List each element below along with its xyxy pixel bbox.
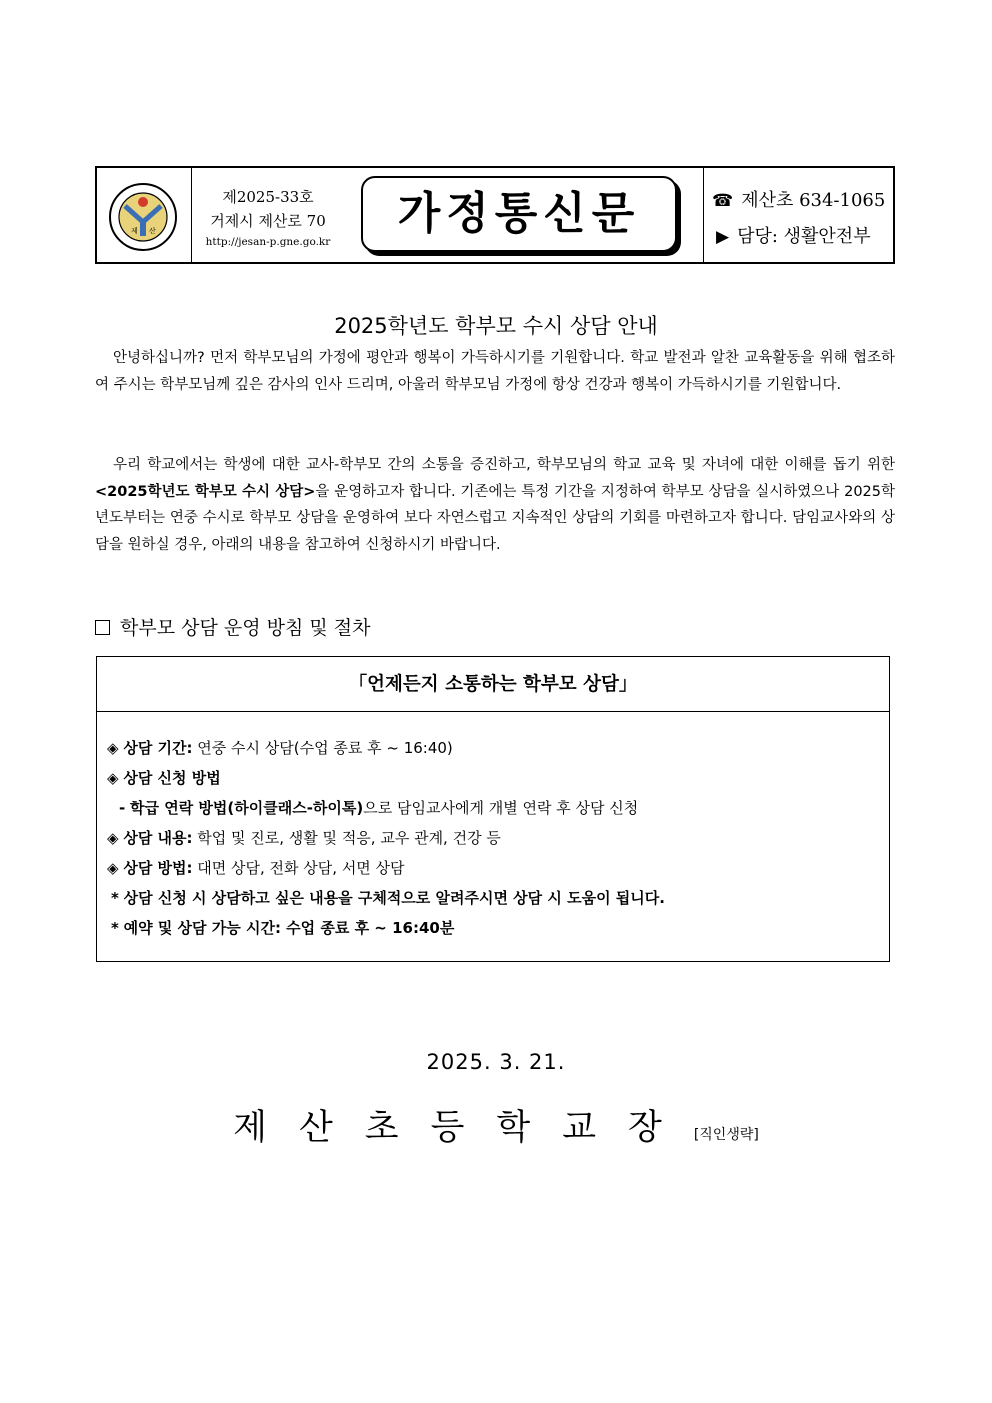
list-item bbox=[111, 887, 665, 908]
asterisk-bullet: * bbox=[111, 919, 119, 937]
item-text: 대면 상담, 전화 상담, 서면 상담 bbox=[192, 859, 405, 877]
body-text-after: 을 운영하고자 합니다. 기존에는 특정 기간을 지정하여 학부모 상담을 실시하였으나 2025학년도부터는 연중 수시로 학부모 상담을 운영하여 보다 자연스럽고 지속적인 상담의 기회를 마련하고자 합니다. 담임교사와의 상담을 원하실 경우, 아래의 내용을 참고하여 신청하시기 바랍니다. bbox=[95, 483, 896, 553]
department: 담당: 생활안전부 bbox=[737, 226, 871, 247]
intro-paragraph: 안녕하십니까? 먼저 학부모님의 가정에 평안과 행복이 가득하시기를 기원합니다. 학교 발전과 알찬 교육활동을 위해 협조하여 주시는 학부모님께 깊은 감사의 인사 드리며, 아울러 학부모님 가정에 항상 건강과 행복이 가득하시기를 기원합니다. bbox=[95, 350, 895, 393]
dept-row bbox=[716, 222, 871, 248]
list-item bbox=[111, 917, 454, 938]
list-item bbox=[107, 737, 453, 758]
diamond-bullet-icon: ◈ bbox=[107, 859, 119, 877]
issue-info bbox=[193, 168, 353, 262]
diamond-bullet-icon: ◈ bbox=[107, 829, 119, 847]
svg-text:제: 제 bbox=[131, 227, 138, 235]
item-label: 학급 연락 방법(하이클래스-하이톡) bbox=[130, 799, 364, 817]
asterisk-bullet: * bbox=[111, 889, 119, 907]
seal-note: [직인생략] bbox=[693, 1127, 759, 1143]
list-item bbox=[107, 857, 405, 878]
item-label: 상담 내용: bbox=[123, 829, 193, 847]
body-text-before: 우리 학교에서는 학생에 대한 교사-학부모 간의 소통을 증진하고, 학부모님의 학교 교육 및 자녀에 대한 이해를 돕기 위한 bbox=[113, 457, 895, 473]
document-title: 2025학년도 학부모 수시 상담 안내 bbox=[334, 314, 658, 338]
body-paragraph bbox=[95, 452, 895, 558]
item-label: 예약 및 상담 가능 시간: 수업 종료 후 ~ 16:40분 bbox=[123, 919, 455, 937]
list-item bbox=[107, 767, 221, 788]
triangle-right-icon: ▶ bbox=[716, 227, 730, 247]
svg-text:산: 산 bbox=[149, 227, 156, 235]
newsletter-header bbox=[95, 166, 895, 264]
principal-title: 제산초등학교장 bbox=[233, 1108, 694, 1148]
item-text: 연중 수시 상담(수업 종료 후 ~ 16:40) bbox=[192, 739, 453, 757]
item-label: 상담 신청 시 상담하고 싶은 내용을 구체적으로 알려주시면 상담 시 도움이 됩니다. bbox=[123, 889, 665, 907]
contact-info bbox=[703, 168, 893, 262]
list-item bbox=[107, 827, 501, 848]
issue-number: 제2025-33호 bbox=[222, 188, 314, 206]
section-heading bbox=[95, 613, 370, 640]
item-label: 상담 방법: bbox=[123, 859, 193, 877]
panel-heading: 「언제든지 소통하는 학부모 상담」 bbox=[97, 657, 889, 712]
phone-row bbox=[712, 186, 885, 212]
item-text: 으로 담임교사에게 개별 연락 후 상담 신청 bbox=[363, 799, 639, 817]
school-url[interactable]: http://jesan-p.gne.go.kr bbox=[205, 236, 331, 248]
consultation-panel bbox=[96, 656, 890, 962]
item-label: 상담 기간: bbox=[123, 739, 193, 757]
program-name: <2025학년도 학부모 수시 상담> bbox=[95, 483, 316, 500]
logo-cell bbox=[97, 168, 192, 262]
checkbox-square-icon bbox=[95, 620, 110, 635]
item-label: 상담 신청 방법 bbox=[123, 769, 221, 787]
diamond-bullet-icon: ◈ bbox=[107, 739, 119, 757]
school-emblem-icon bbox=[108, 182, 178, 252]
principal-signature bbox=[0, 1100, 992, 1150]
dash-bullet: - bbox=[119, 799, 126, 817]
phone-number: 제산초 634-1065 bbox=[741, 190, 886, 211]
item-text: 학업 및 진로, 생활 및 적응, 교우 관계, 건강 등 bbox=[192, 829, 501, 847]
list-item bbox=[119, 797, 638, 818]
section-heading-text: 학부모 상담 운영 방침 및 절차 bbox=[120, 617, 371, 639]
school-address: 거제시 제산로 70 bbox=[210, 212, 326, 230]
newsletter-title: 가정통신문 bbox=[361, 176, 677, 252]
diamond-bullet-icon: ◈ bbox=[107, 769, 119, 787]
telephone-icon: ☎ bbox=[712, 191, 734, 211]
issue-date: 2025. 3. 21. bbox=[426, 1050, 566, 1074]
